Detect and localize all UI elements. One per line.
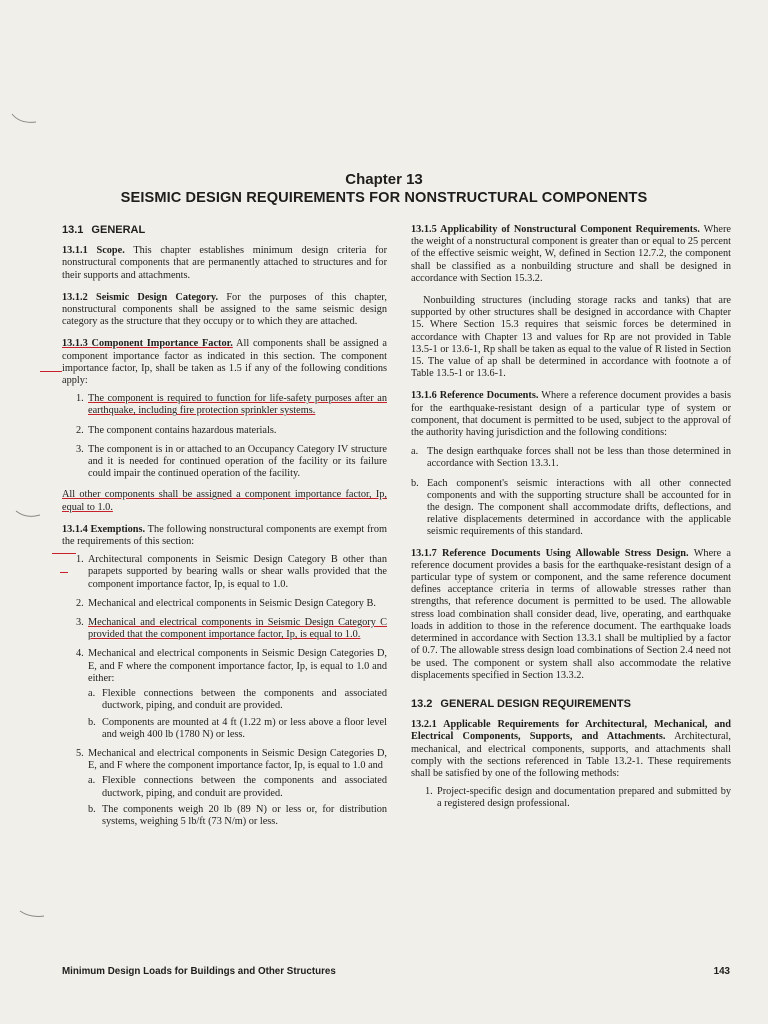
methods-list xyxy=(411,786,731,810)
list-item: 3. The component is in or attached to an Occupancy Category IV structure and it is needed for continued operation of the facility or its failure could impair the continued operation of the facility. xyxy=(76,443,387,480)
exemptions-list xyxy=(62,554,387,828)
reference-conditions-list xyxy=(411,446,731,538)
section-heading: 13.2 GENERAL DESIGN REQUIREMENTS xyxy=(411,697,631,710)
sub-list xyxy=(88,688,387,741)
list-item: 1. The component is required to function for life-safety purposes after an earthquake, including fire protection sprinkler systems. xyxy=(76,393,387,417)
list-item: b. Components are mounted at 4 ft (1.22 m) or less above a floor level and weigh 400 lb (1780 N) or less. xyxy=(88,716,387,740)
paragraph-reference-documents: 13.1.6 Reference Documents. Where a reference document provides a basis for the earthquake-resistant design of a particular type of system or component, that document is permitted to be used, subject to the approval of the authority having jurisdiction and the following conditions: xyxy=(411,390,732,439)
annotation-mark xyxy=(52,553,76,554)
page-number: 143 xyxy=(713,966,730,977)
list-item: a. The design earthquake forces shall not be less than those determined in accordance with Section 13.3.1. xyxy=(411,446,731,470)
list-item: 5. Mechanical and electrical components in Seismic Design Categories D, E, and F where the component importance factor, Ip, is equal to 1.0 and a. Flexible connections between the components and associated ductwork, piping, and conduit are provided. b. The components weigh 20 lb (89 N) or less or, for distribution systems, weighing 5 lb/ft (73 N/m) or less. xyxy=(76,747,387,827)
page-edge-mark xyxy=(18,905,48,925)
list-item: 1. Architectural components in Seismic Design Category B other than parapets supported by bearing walls or shear walls provided that the component importance factor, Ip, is equal to 1.0. xyxy=(76,554,387,590)
paragraph-exemptions: 13.1.4 Exemptions. The following nonstructural components are exempt from the requirements of this section: xyxy=(62,523,388,548)
list-item: 2. The component contains hazardous materials. xyxy=(76,424,277,436)
list-item: b. Each component's seismic interactions with all other connected components and with the supporting structure shall be accounted for in the design. The component shall accommodate drifts, deflections, and relative displacements determined in accordance with the applicable seismic requirements of this standard. xyxy=(411,477,731,538)
paragraph-scope: 13.1.1 Scope. This chapter establishes minimum design criteria for nonstructural components that are permanently attached to structures and for their supports and attachments. xyxy=(62,245,388,281)
paragraph-applicable-requirements: 13.2.1 Applicable Requirements for Architectural, Mechanical, and Electrical Components, Supports, and Attachments. Architectural, mechanical, and electrical components, supports, and attachments shall comply with the sections referenced in Table 13.2-1. These requirements shall be satisfied by one of the following methods: xyxy=(411,719,731,779)
annotation-mark xyxy=(40,371,62,372)
annotation-mark xyxy=(60,572,68,573)
chapter-title: SEISMIC DESIGN REQUIREMENTS FOR NONSTRUCTURAL COMPONENTS xyxy=(120,190,648,206)
section-heading: 13.1 GENERAL xyxy=(62,224,146,236)
paragraph-applicability: 13.1.5 Applicability of Nonstructural Component Requirements. Where the weight of a nonstructural component is greater than or equal to 25 percent of the effective seismic weight, W, defined in Section 12.7.2, the component shall be classified as a nonbuilding structure and shall be designed in accordance with Section 15.3.2. xyxy=(411,224,731,284)
list-item: 3. Mechanical and electrical components in Seismic Design Category C provided that the component importance factor, Ip, is equal to 1.0. xyxy=(76,617,387,641)
left-column xyxy=(62,224,387,837)
paragraph-other-components: All other components shall be assigned a component importance factor, Ip, equal to 1.0. xyxy=(62,489,387,513)
list-item: a. Flexible connections between the components and associated ductwork, piping, and conduit are provided. xyxy=(88,688,387,712)
paragraph-importance-factor: 13.1.3 Component Importance Factor. All components shall be assigned a component importance factor as indicated in this section. The component importance factor, Ip, shall be taken as 1.5 if any of the following conditions apply: xyxy=(62,338,387,387)
list-item: 4. Mechanical and electrical components in Seismic Design Categories D, E, and F where the component importance factor, Ip, is equal to 1.0 and either: a. Flexible connections between the components and associated ductwork, piping, and conduit are provided. b. Components are mounted at 4 ft (1.22 m) or less above a floor level and weigh 400 lb (1780 N) or less. xyxy=(76,648,387,740)
sub-list xyxy=(88,775,387,828)
paragraph-allowable-stress: 13.1.7 Reference Documents Using Allowable Stress Design. Where a reference document provides a basis for the earthquake-resistant design of a particular type of system or component, and the same reference document defines acceptance criteria in terms of allowable stresses rather than strengths, that reference document is permitted to be used. The allowable stress load combination shall consider dead, live, operating, and earthquake loads in addition to those in the reference document. The earthquake loads determined in accordance with Section 13.3.1 shall be multiplied by a factor of 0.7. The allowable stress design load combinations of Section 2.4 need not be used. The component or system shall also accommodate the relative displacements specified in Section 13.3.2. xyxy=(411,547,731,681)
importance-conditions-list xyxy=(62,393,387,480)
page-edge-mark xyxy=(10,110,40,130)
list-item: a. Flexible connections between the components and associated ductwork, piping, and conduit are provided. xyxy=(88,775,387,799)
chapter-number: Chapter 13 xyxy=(345,171,423,188)
page-edge-mark xyxy=(14,505,44,525)
footer-title: Minimum Design Loads for Buildings and Other Structures xyxy=(62,966,336,977)
list-item: 2. Mechanical and electrical components in Seismic Design Category B. xyxy=(76,597,376,609)
right-column xyxy=(411,224,731,820)
list-item: 1. Project-specific design and documentation prepared and submitted by a registered design professional. xyxy=(425,786,731,810)
paragraph-seismic-design-category: 13.1.2 Seismic Design Category. For the purposes of this chapter, nonstructural components shall be assigned to the same seismic design category as the structure that they occupy or to which they are attached. xyxy=(62,291,387,328)
paragraph-nonbuilding: Nonbuilding structures (including storage racks and tanks) that are supported by other structures shall be designed in accordance with Chapter 15. Where Section 15.3 requires that seismic forces be determined in accordance with Chapter 13 and values for Rp are not provided in Table 13.5-1 or 13.6-1, Rp shall be taken as equal to the value of R listed in Section 15. The value of ap shall be determined in accordance with footnote a of Table 13.5-1 or 13.6-1. xyxy=(411,295,731,380)
list-item: b. The components weigh 20 lb (89 N) or less or, for distribution systems, weighing 5 lb/ft (73 N/m) or less. xyxy=(88,803,387,827)
